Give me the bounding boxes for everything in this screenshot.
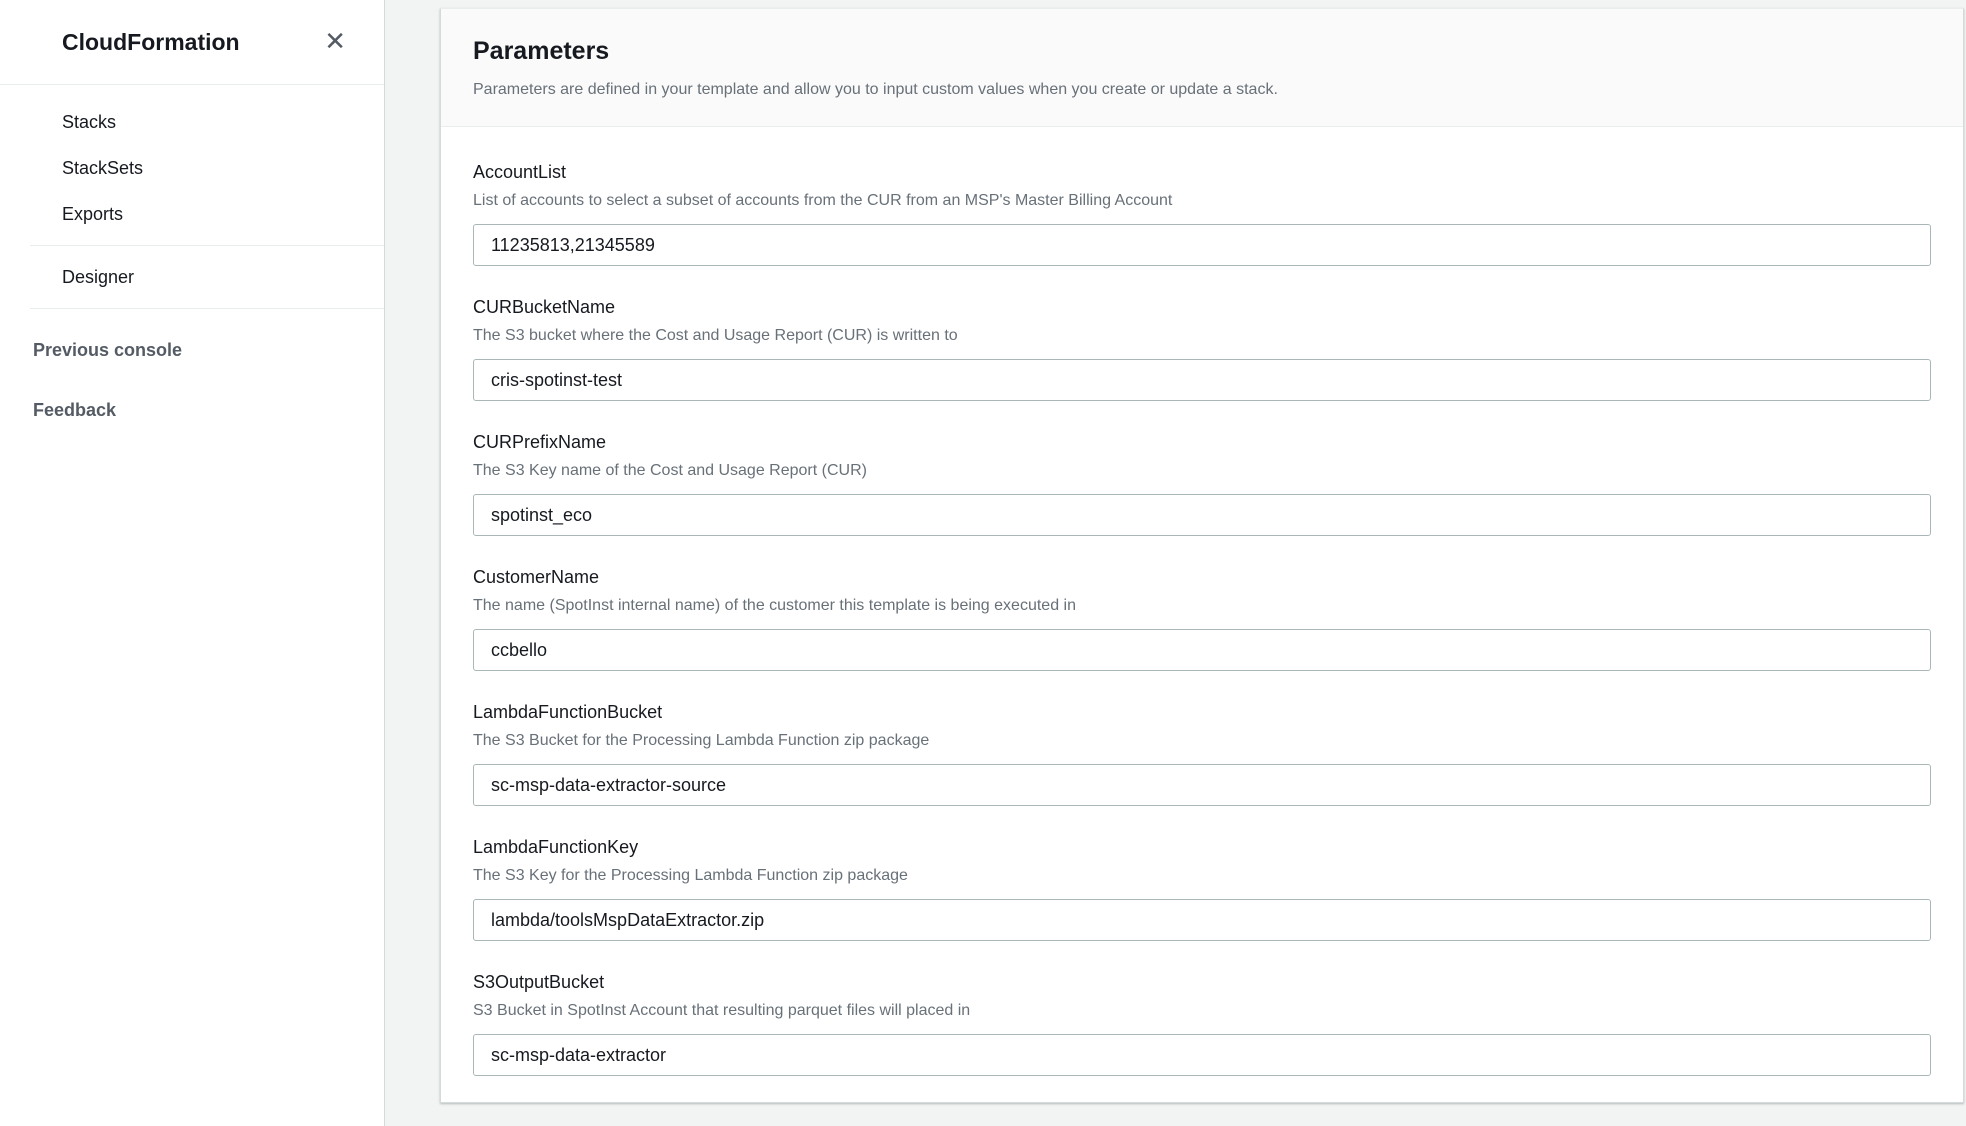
parameter-description: The S3 Key name of the Cost and Usage Report (CUR) [473, 462, 867, 479]
sidebar-divider [30, 245, 384, 246]
sidebar-footer-link[interactable]: Previous console [33, 340, 183, 360]
sidebar-item-designer[interactable]: Designer [62, 267, 135, 287]
parameter-name: CustomerName [473, 567, 600, 587]
sidebar-footer-links [0, 339, 384, 421]
sidebar-nav-item[interactable]: StackSets [62, 158, 144, 178]
sidebar-divider [30, 308, 384, 309]
close-icon[interactable]: ✕ [324, 27, 346, 57]
page-title: Parameters [473, 37, 610, 65]
page-description: Parameters are defined in your template and allow you to input custom values when you create or update a stack. [473, 81, 1278, 98]
parameter-name: CURPrefixName [473, 432, 607, 452]
parameter-field [473, 296, 1931, 401]
sidebar-nav [0, 99, 384, 237]
parameter-field [473, 161, 1931, 266]
parameter-input[interactable] [473, 224, 1931, 266]
parameter-input[interactable] [473, 494, 1931, 536]
parameter-input[interactable] [473, 899, 1931, 941]
parameter-input[interactable] [473, 629, 1931, 671]
main-content [386, 0, 1966, 1103]
parameters-list [441, 127, 1963, 1102]
parameter-input[interactable] [473, 359, 1931, 401]
parameter-description: The S3 bucket where the Cost and Usage Report (CUR) is written to [473, 327, 958, 344]
parameter-description: The name (SpotInst internal name) of the customer this template is being executed in [473, 597, 1076, 614]
parameter-description: List of accounts to select a subset of accounts from the CUR from an MSP's Master Billing Account [473, 192, 1173, 209]
parameter-name: S3OutputBucket [473, 972, 605, 992]
parameter-description: The S3 Key for the Processing Lambda Function zip package [473, 867, 908, 884]
parameter-description: S3 Bucket in SpotInst Account that resulting parquet files will placed in [473, 1002, 971, 1019]
parameter-input[interactable] [473, 764, 1931, 806]
sidebar-designer-section [0, 254, 384, 300]
parameter-field [473, 701, 1931, 806]
parameter-field [473, 566, 1931, 671]
parameter-description: The S3 Bucket for the Processing Lambda Function zip package [473, 732, 930, 749]
parameter-name: LambdaFunctionBucket [473, 702, 663, 722]
sidebar-footer-link[interactable]: Feedback [33, 400, 117, 420]
sidebar-nav-item[interactable]: Exports [62, 204, 124, 224]
sidebar-nav-item[interactable]: Stacks [62, 112, 117, 132]
parameters-panel [440, 8, 1964, 1103]
parameter-name: LambdaFunctionKey [473, 837, 639, 857]
sidebar [0, 0, 385, 1126]
parameters-panel-header [441, 9, 1963, 127]
parameter-name: AccountList [473, 162, 567, 182]
parameter-field [473, 431, 1931, 536]
parameter-field [473, 971, 1931, 1076]
parameter-name: CURBucketName [473, 297, 616, 317]
parameter-input[interactable] [473, 1034, 1931, 1076]
sidebar-title: CloudFormation [62, 29, 240, 55]
sidebar-header [0, 0, 384, 85]
parameter-field [473, 836, 1931, 941]
